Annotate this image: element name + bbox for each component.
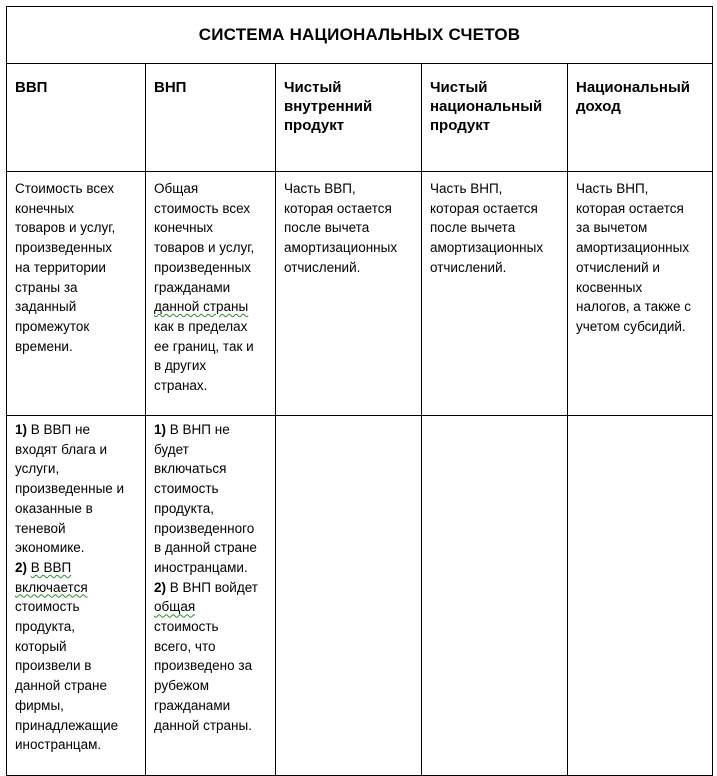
header-line: Чистый: [284, 79, 342, 96]
note-text: стоимость: [154, 619, 219, 635]
note-text: продукта,: [15, 619, 76, 635]
description-line: гражданами: [154, 279, 231, 295]
note-line: [15, 597, 137, 617]
header-cell-vvp: [7, 64, 146, 172]
header-line: продукт: [284, 117, 345, 134]
note-text: оказанные в: [15, 500, 93, 516]
header-line: продукт: [430, 117, 491, 134]
note-line: [154, 656, 267, 676]
description-line: косвенных: [576, 279, 643, 295]
note-text: включаться: [154, 461, 227, 477]
header-row: [7, 64, 713, 172]
note-line: [15, 519, 137, 539]
description-line: отчислений и: [576, 259, 660, 275]
description-line: после вычета: [284, 220, 370, 236]
description-line: отчислений.: [284, 259, 361, 275]
description-line: за вычетом: [576, 220, 648, 236]
note-text: В ВНП не: [169, 422, 230, 437]
description-row: [7, 172, 713, 416]
header-line: доход: [576, 98, 621, 115]
title-row: [7, 7, 713, 64]
note-line: [15, 656, 137, 676]
note-line: [15, 716, 137, 736]
note-text: будет: [154, 441, 189, 457]
description-line: товаров и услуг,: [154, 240, 255, 256]
note-line: [154, 617, 267, 637]
description-cell-chvp: [276, 172, 422, 416]
note-text: экономике.: [15, 540, 85, 556]
description-cell-vnp: [146, 172, 276, 416]
note-text: В ВВП: [30, 559, 72, 575]
note-line: [154, 459, 267, 479]
note-line: [15, 637, 137, 657]
note-line: [15, 420, 137, 440]
description-line: страны за: [15, 279, 78, 295]
note-line: [154, 716, 267, 736]
note-text: иностранцами.: [154, 559, 248, 575]
note-text: рубежом: [154, 678, 210, 694]
header-cell-chnp: [422, 64, 568, 172]
header-line: внутренний: [284, 98, 373, 115]
note-number: 2): [154, 579, 167, 595]
description-line: Стоимость всех: [15, 181, 115, 196]
note-line: [154, 420, 267, 440]
header-cell-chvp: [276, 64, 422, 172]
description-line: амортизационных: [576, 240, 690, 256]
note-line: [15, 558, 137, 578]
description-line: Часть ВНП,: [576, 181, 649, 196]
note-text: общая: [154, 599, 196, 615]
header-cell-vnp: [146, 64, 276, 172]
description-line: промежуток: [15, 318, 90, 334]
description-line: произведенных: [154, 259, 252, 275]
note-text: стоимость: [15, 599, 80, 615]
note-text: В ВНП войдет: [169, 579, 258, 595]
description-line: которая остается: [576, 200, 684, 216]
description-line: произведенных: [15, 240, 113, 256]
description-line: после вычета: [430, 220, 516, 236]
description-line: налогов, а также с: [576, 299, 692, 315]
notes-cell-vnp: [146, 416, 276, 776]
note-text: услуги,: [15, 461, 60, 477]
description-line: данной страны: [154, 299, 249, 315]
note-line: [15, 499, 137, 519]
note-line: [154, 696, 267, 716]
description-line: на территории: [15, 259, 106, 275]
note-line: [154, 597, 267, 617]
table-title: СИСТЕМА НАЦИОНАЛЬНЫХ СЧЕТОВ: [7, 7, 713, 64]
description-line: как в пределах: [154, 318, 248, 334]
note-text: иностранцам.: [15, 737, 102, 753]
note-text: который: [15, 638, 67, 654]
note-text: В ВВП не: [30, 422, 90, 437]
description-line: которая остается: [430, 200, 538, 216]
note-text: включается: [15, 579, 88, 595]
note-text: произведено за: [154, 658, 253, 674]
note-line: [15, 617, 137, 637]
description-line: странах.: [154, 378, 208, 394]
note-text: фирмы,: [15, 697, 64, 713]
notes-row: [7, 416, 713, 776]
description-line: времени.: [15, 338, 73, 354]
header-cell-nd: [568, 64, 713, 172]
description-line: Часть ВВП,: [284, 181, 356, 196]
note-number: 1): [15, 422, 28, 437]
note-line: [154, 676, 267, 696]
description-cell-chnp: [422, 172, 568, 416]
note-line: [15, 440, 137, 460]
note-line: [154, 499, 267, 519]
description-cell-vvp: [7, 172, 146, 416]
description-line: Часть ВНП,: [430, 181, 503, 196]
description-line: Общая: [154, 181, 199, 196]
description-line: товаров и услуг,: [15, 220, 116, 236]
national-accounts-table: [6, 6, 713, 776]
note-line: [154, 558, 267, 578]
note-text: в данной стране: [154, 540, 257, 556]
description-line: которая остается: [284, 200, 392, 216]
note-text: стоимость: [154, 481, 219, 497]
note-text: всего, что: [154, 638, 216, 654]
description-line: в других: [154, 358, 207, 374]
note-text: гражданами: [154, 697, 231, 713]
note-text: произведенного: [154, 520, 255, 536]
header-line: ВНП: [154, 79, 187, 96]
description-line: конечных: [154, 220, 214, 236]
description-line: отчислений.: [430, 259, 507, 275]
header-line: ВВП: [15, 79, 48, 96]
note-text: принадлежащие: [15, 717, 119, 733]
note-line: [15, 538, 137, 558]
notes-cell-chnp: [422, 416, 568, 776]
description-line: стоимость всех: [154, 200, 251, 216]
note-text: входят блага и: [15, 441, 108, 457]
note-line: [154, 538, 267, 558]
description-cell-nd: [568, 172, 713, 416]
description-line: амортизационных: [284, 240, 398, 256]
note-line: [15, 459, 137, 479]
description-line: заданный: [15, 299, 77, 315]
note-text: продукта,: [154, 500, 215, 516]
note-text: данной страны.: [154, 717, 252, 733]
header-line: Национальный: [576, 79, 691, 96]
note-number: 1): [154, 422, 167, 437]
note-line: [154, 519, 267, 539]
notes-cell-chvp: [276, 416, 422, 776]
note-line: [15, 676, 137, 696]
description-line: конечных: [15, 200, 75, 216]
description-line: учетом субсидий.: [576, 318, 686, 334]
note-line: [15, 735, 137, 755]
note-line: [15, 578, 137, 598]
note-text: произведенные и: [15, 481, 125, 497]
note-line: [154, 637, 267, 657]
description-line: амортизационных: [430, 240, 544, 256]
note-line: [15, 479, 137, 499]
note-line: [154, 578, 267, 598]
header-line: национальный: [430, 98, 543, 115]
note-line: [154, 440, 267, 460]
header-line: Чистый: [430, 79, 488, 96]
notes-cell-nd: [568, 416, 713, 776]
note-number: 2): [15, 559, 28, 575]
note-text: произвели в: [15, 658, 92, 674]
note-line: [15, 696, 137, 716]
note-text: данной стране: [15, 678, 108, 694]
note-line: [154, 479, 267, 499]
note-text: теневой: [15, 520, 66, 536]
notes-cell-vvp: [7, 416, 146, 776]
description-line: ее границ, так и: [154, 338, 254, 354]
